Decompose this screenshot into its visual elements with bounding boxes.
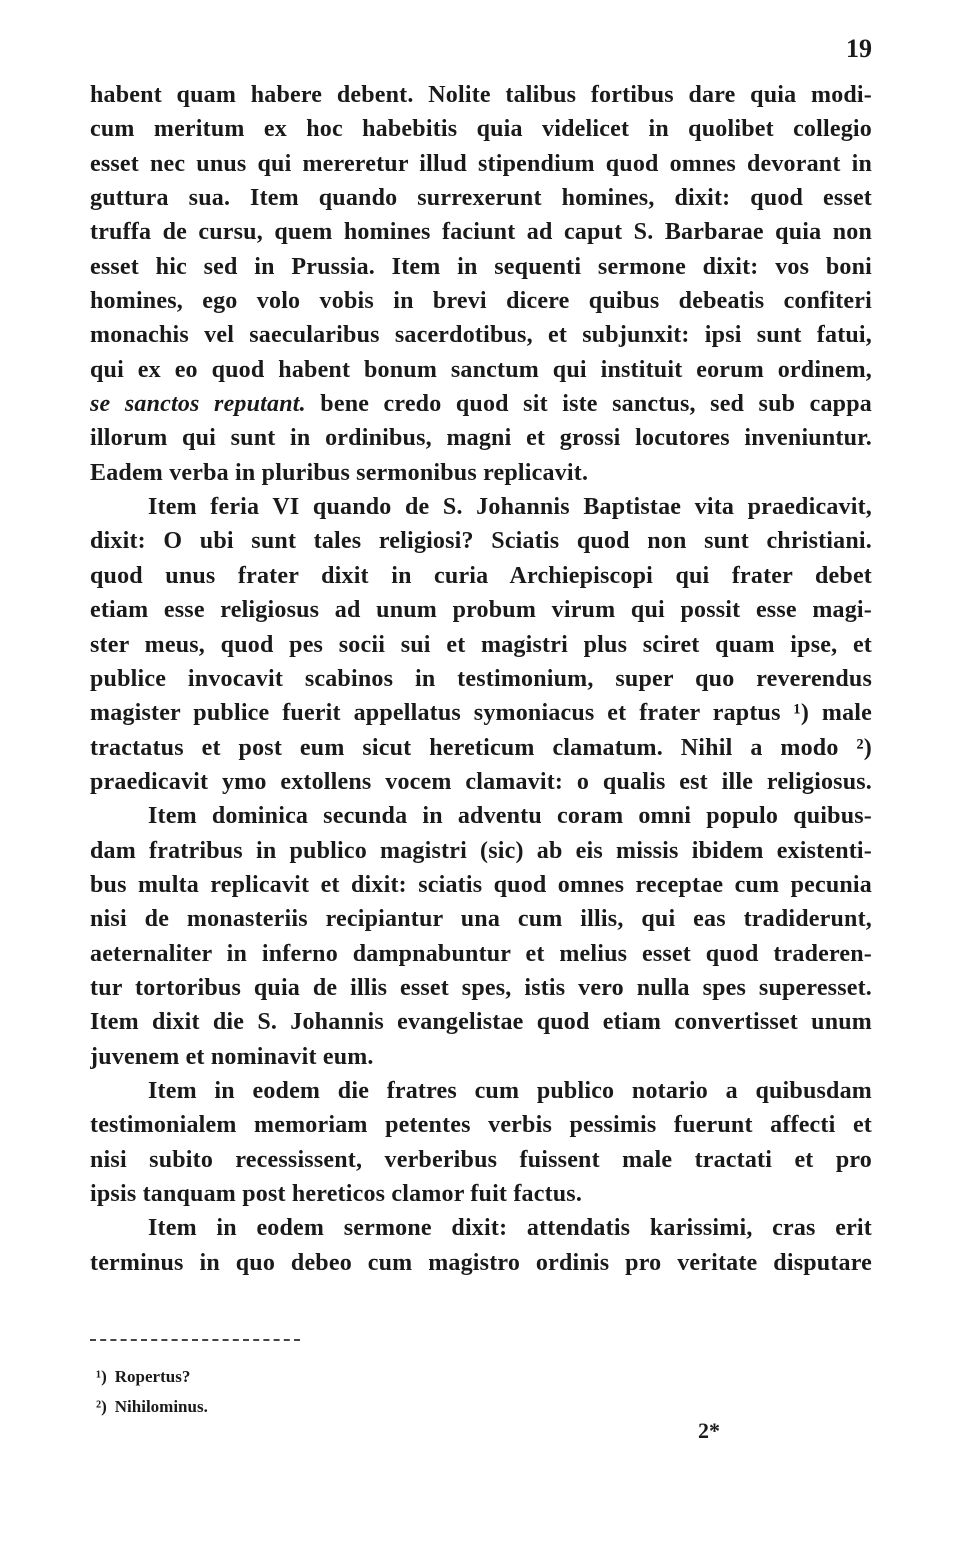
- text-line: [90, 250, 872, 284]
- page-number: 19: [846, 34, 872, 63]
- footnote: [96, 1362, 208, 1392]
- line-text: testimonialem memoriam petentes verbis pessimis fuerunt affecti et: [90, 1112, 872, 1139]
- line-text: guttura sua. Item quando surrexerunt homines, dixit: quod esset: [90, 185, 872, 212]
- line-text: nisi de monasteriis recipiantur una cum illis, qui eas tradiderunt,: [90, 906, 872, 933]
- line-text: terminus in quo debeo cum magistro ordinis pro veritate disputare: [90, 1249, 872, 1276]
- text-line: [90, 696, 872, 730]
- text-line: [90, 353, 872, 387]
- text-line: [90, 593, 872, 627]
- text-line: [90, 490, 872, 524]
- line-text: nisi subito recessissent, verberibus fuissent male tractati et pro: [90, 1146, 872, 1173]
- line-text: monachis vel saecularibus sacerdotibus, et subjunxit: ipsi sunt fatui,: [90, 322, 872, 349]
- footnote-text: Ropertus?: [114, 1367, 191, 1386]
- line-text: Item in eodem die fratres cum publico notario a quibusdam: [148, 1077, 872, 1104]
- text-line: [90, 1211, 872, 1245]
- text-line: [90, 1246, 872, 1280]
- line-text: quod unus frater dixit in curia Archiepiscopi qui frater debet: [90, 562, 872, 589]
- text-line: [90, 834, 872, 868]
- text-line: [90, 147, 872, 181]
- footnote-mark: ¹): [96, 1367, 107, 1386]
- text-line: [90, 78, 872, 112]
- line-text: Item in eodem sermone dixit: attendatis karissimi, cras erit: [148, 1215, 872, 1242]
- line-text: esset hic sed in Prussia. Item in sequenti sermone dixit: vos boni: [90, 253, 872, 280]
- line-text: Item dixit die S. Johannis evangelistae quod etiam convertisset unum: [90, 1009, 872, 1036]
- line-text: bus multa replicavit et dixit: sciatis quod omnes receptae cum pecunia: [90, 871, 872, 898]
- text-line: [90, 215, 872, 249]
- footnotes: [96, 1362, 208, 1422]
- line-text: Eadem verba in pluribus sermonibus replicavit.: [90, 459, 589, 486]
- line-text: esset nec unus qui mereretur illud stipendium quod omnes devorant in: [90, 150, 872, 177]
- line-text: magister publice fuerit appellatus symoniacus et frater raptus ¹) male: [90, 700, 872, 727]
- text-line: [90, 524, 872, 558]
- text-line: [90, 799, 872, 833]
- text-line: [90, 387, 872, 421]
- text-line: [90, 937, 872, 971]
- line-text: publice invocavit scabinos in testimonium, super quo reverendus: [90, 665, 872, 692]
- line-text: tractatus et post eum sicut hereticum clamatum. Nihil a modo ²): [90, 734, 872, 761]
- line-text: juvenem et nominavit eum.: [90, 1043, 374, 1070]
- text-line: [90, 971, 872, 1005]
- line-text: habent quam habere debent. Nolite talibus fortibus dare quia modi-: [90, 82, 872, 108]
- line-text: bene credo quod sit iste sanctus, sed sub cappa: [305, 391, 872, 418]
- line-text: Item feria VI quando de S. Johannis Baptistae vita praedicavit,: [148, 494, 872, 521]
- line-text: truffa de cursu, quem homines faciunt ad caput S. Barbarae quia non: [90, 219, 872, 246]
- text-line: [90, 1177, 872, 1211]
- text-line: [90, 731, 872, 765]
- footnote-text: Nihilominus.: [114, 1397, 208, 1416]
- line-text: ster meus, quod pes socii sui et magistri plus sciret quam ipse, et: [90, 631, 872, 658]
- footnote-mark: ²): [96, 1397, 107, 1416]
- line-text: cum meritum ex hoc habebitis quia videlicet in quolibet collegio: [90, 116, 872, 143]
- text-line: [90, 1074, 872, 1108]
- line-text: etiam esse religiosus ad unum probum virum qui possit esse magi-: [90, 597, 872, 624]
- text-line: [90, 1143, 872, 1177]
- line-text: dixit: O ubi sunt tales religiosi? Sciatis quod non sunt christiani.: [90, 528, 872, 555]
- text-line: [90, 765, 872, 799]
- text-line: [90, 318, 872, 352]
- text-line: [90, 284, 872, 318]
- text-line: [90, 1040, 872, 1074]
- footnote: [96, 1392, 208, 1422]
- line-text: illorum qui sunt in ordinibus, magni et grossi locutores inveniuntur.: [90, 425, 872, 452]
- text-line: [90, 868, 872, 902]
- text-line: [90, 421, 872, 455]
- line-text: Item dominica secunda in adventu coram omni populo quibus-: [148, 803, 872, 830]
- footnote-separator: [90, 1339, 300, 1341]
- text-line: [90, 181, 872, 215]
- text-line: [90, 559, 872, 593]
- text-line: [90, 628, 872, 662]
- body-text: [90, 78, 872, 1280]
- line-text: tur tortoribus quia de illis esset spes, istis vero nulla spes superesset.: [90, 974, 872, 1001]
- text-line: [90, 1108, 872, 1142]
- line-text: dam fratribus in publico magistri (sic) ab eis missis ibidem existenti-: [90, 837, 872, 864]
- signature-mark: 2*: [698, 1418, 720, 1443]
- line-text: homines, ego volo vobis in brevi dicere quibus debeatis confiteri: [90, 288, 872, 315]
- line-text: ipsis tanquam post hereticos clamor fuit factus.: [90, 1181, 583, 1207]
- text-line: [90, 112, 872, 146]
- line-text: qui ex eo quod habent bonum sanctum qui instituit eorum ordinem,: [90, 356, 872, 383]
- text-line: [90, 456, 872, 490]
- text-line: [90, 662, 872, 696]
- line-text: praedicavit ymo extollens vocem clamavit: o qualis est ille religiosus.: [90, 768, 872, 795]
- text-line: [90, 902, 872, 936]
- text-line: [90, 1005, 872, 1039]
- italic-phrase: se sanctos reputant.: [90, 391, 306, 418]
- line-text: aeternaliter in inferno dampnabuntur et melius esset quod traderen-: [90, 940, 872, 967]
